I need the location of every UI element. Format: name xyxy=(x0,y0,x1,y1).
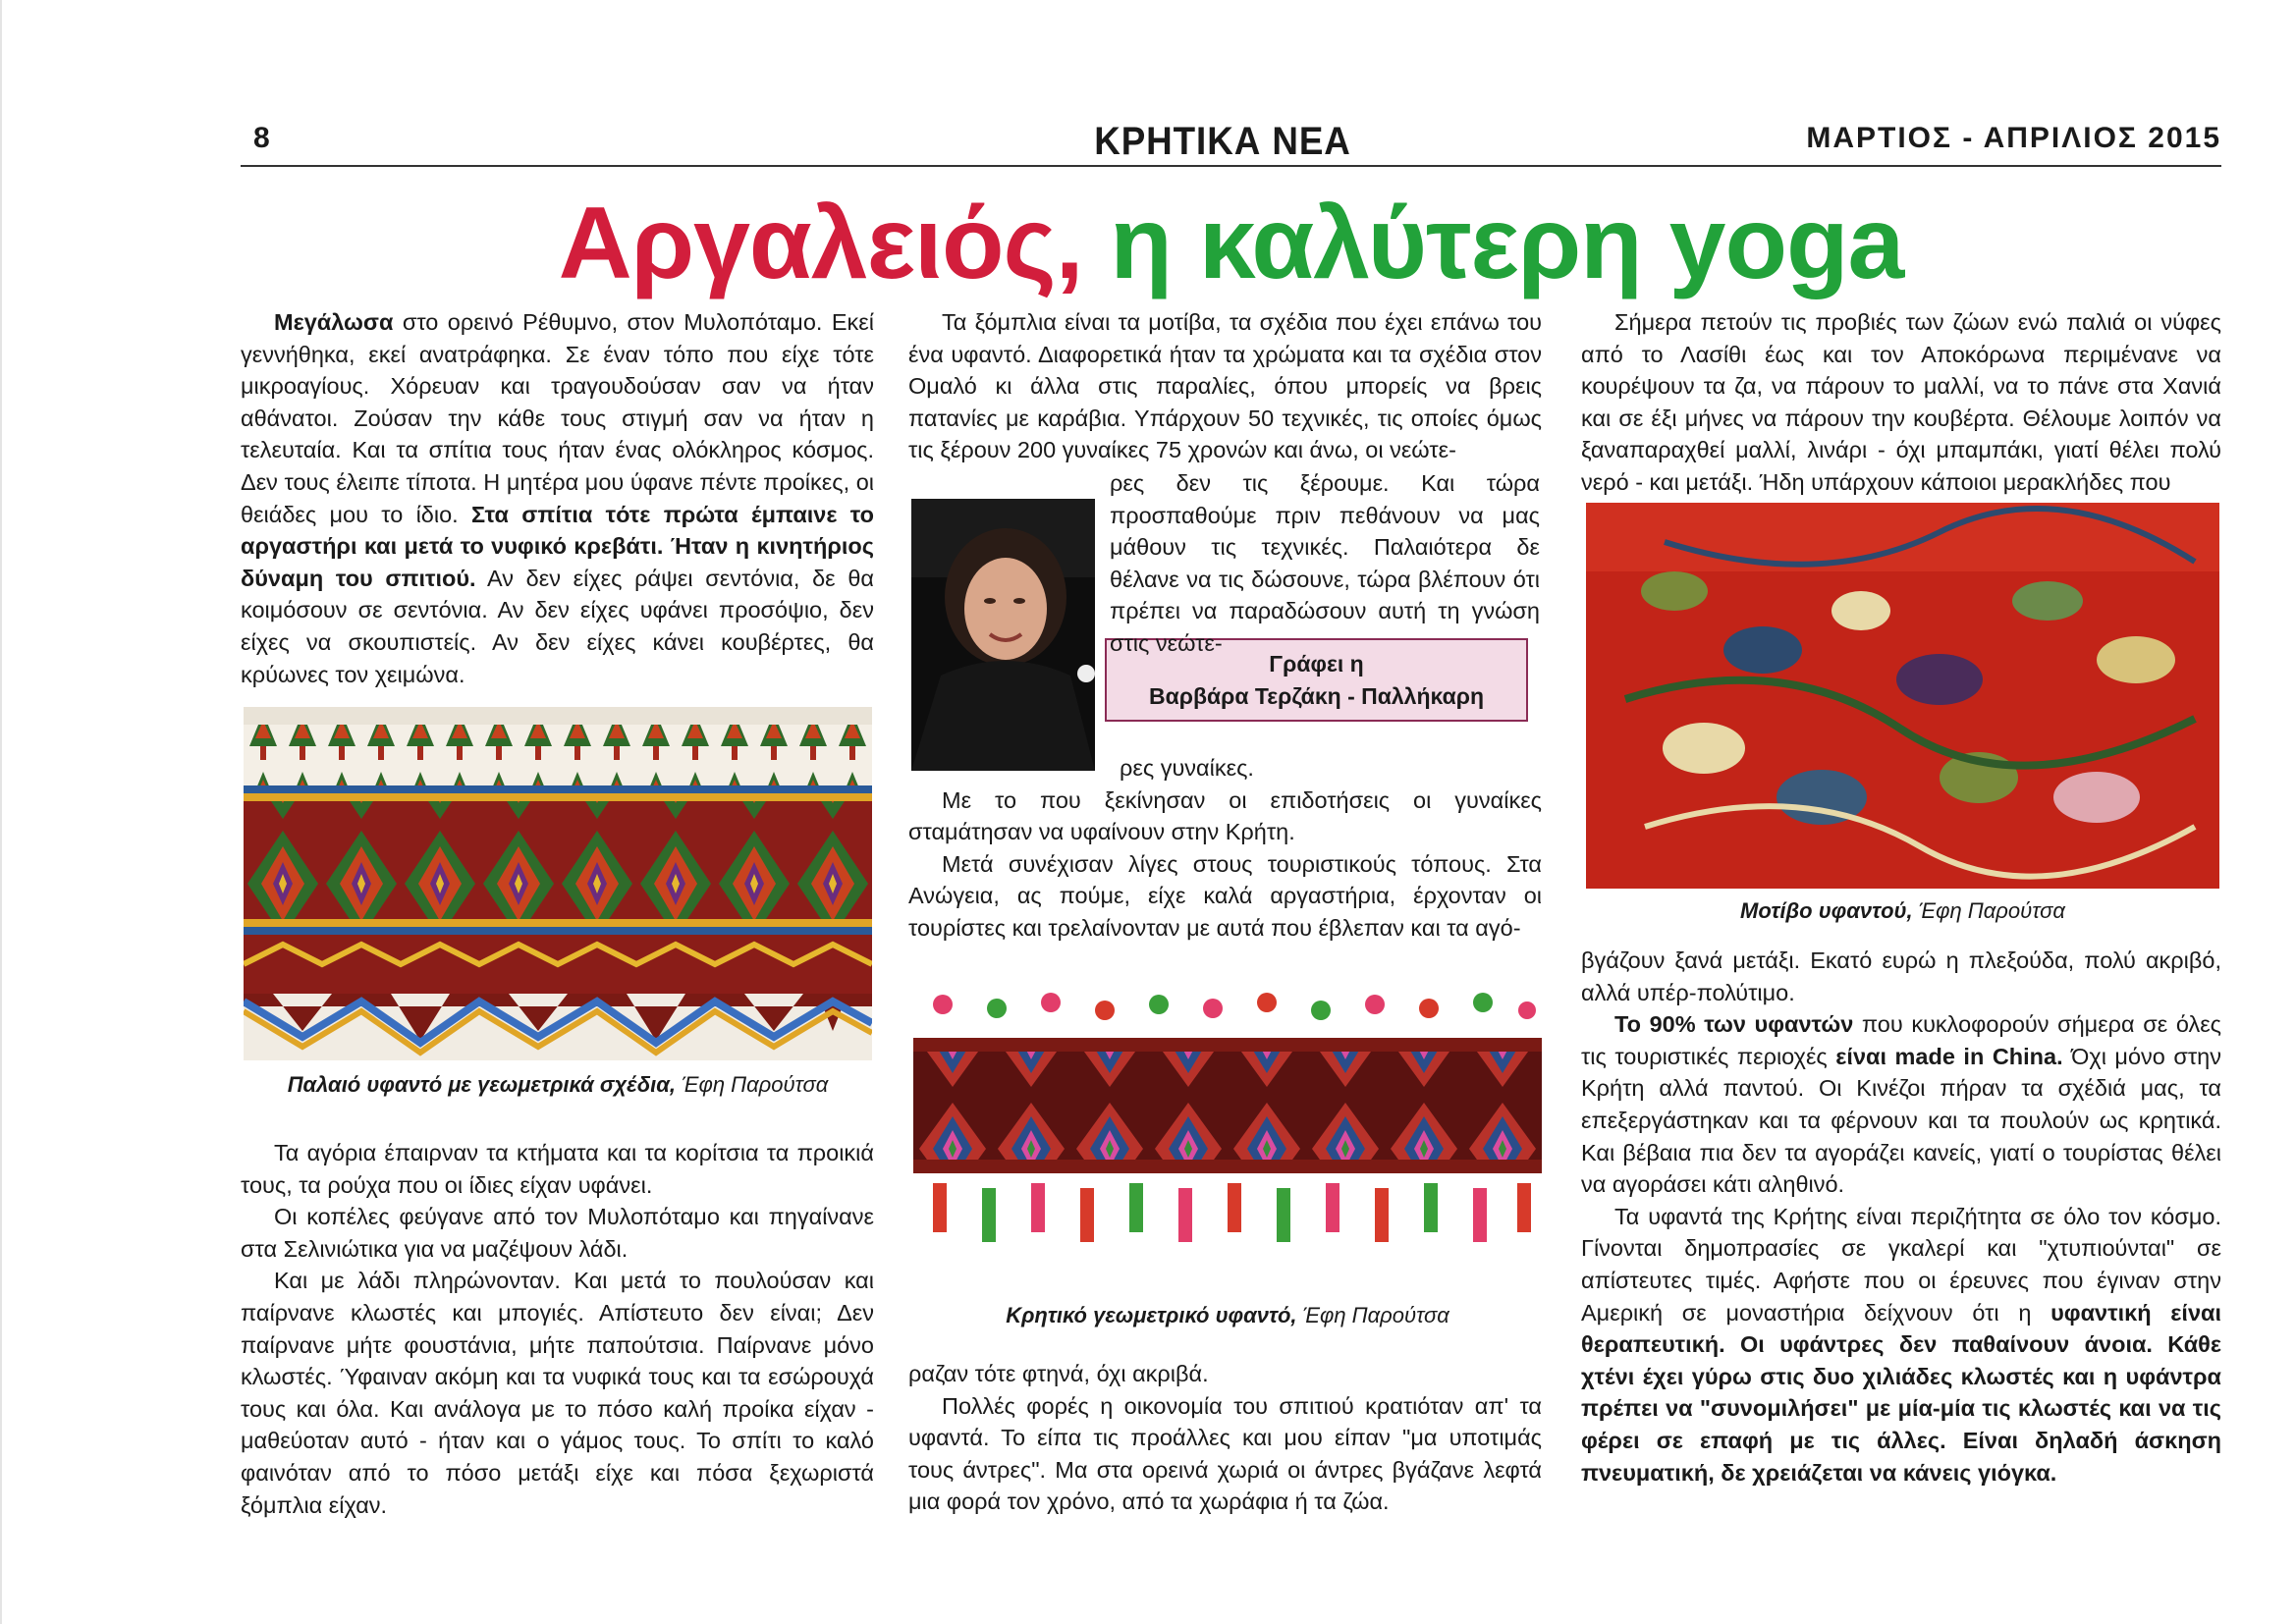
col3-p4-bold: υφαντική είναι θεραπευτική. Οι υφάντρες δεν παθαίνουν άνοια. Κάθε χτένι έχει γύρω στις δυο χιλιάδες κλωστές και η υφάντρα πρέπει να "συνομιλήσει" με μία-μία τις κλωστές και να τις φέρει σε επαφή με τις άλλες. Είναι δηλαδή άσκηση πνευματική, δε χρειάζεται να κάνεις γιόγκα. xyxy=(1581,1299,2221,1486)
byline-author: Βαρβάρα Τερζάκη - Παλλήκαρη xyxy=(1148,683,1484,709)
col2-paragraph-1a: Τα ξόμπλια είναι τα μοτίβα, τα σχέδια που έχει επάνω του ένα υφαντό. Διαφορετικά ήταν τα χρώματα και τα σχέδια στον Ομαλό κι άλλα στις παραλίες, όπου μπορείς να βρεις πατανίες με καράβια. Υπάρχουν 50 τεχνικές, τις οποίες όμως τις ξέρουν 200 γυναίκες 75 χρονών και άνω, οι νεώτε- xyxy=(908,309,1542,463)
col1-paragraph-2: Τα αγόρια έπαιρναν τα κτήματα και τα κορίτσια τα προικιά τους, τα ρούχα που οι ίδιες είχαν υφάνει. xyxy=(241,1140,874,1198)
caption-1-title: Παλαιό υφαντό με γεωμετρικά σχέδια, xyxy=(287,1072,676,1097)
column-3-top xyxy=(1581,306,2221,499)
red-embroidery-graphic xyxy=(1586,503,2219,889)
col1-p1-bold: Στα σπίτια τότε πρώτα έμπαινε το αργαστήρι και μετά το νυφικό κρεβάτι. Ήταν η κινητήριος δύναμη του σπιτιού. xyxy=(241,501,874,591)
col2-paragraph-5: Πολλές φορές η οικονομία του σπιτιού κρατιόταν απ' τα υφαντά. Το είπα τις προάλλες και μου είπαν "μα υποτιμάς τους άντρες". Μα στα ορεινά χωριά οι άντρες βγάζανε λεφτά μια φορά τον χρόνο, από τα χωράφια ή τα ζώα. xyxy=(908,1392,1542,1515)
caption-2-credit: Έφη Παρούτσα xyxy=(1296,1303,1449,1327)
column-2-top xyxy=(908,306,1542,466)
col1-p1-text: στο ορεινό Ρέθυμνο, στον Μυλοπόταμο. Εκεί γεννήθηκα, εκεί ανατράφηκα. Σε έναν τόπο που είχε τότε μικροαγίους. Χόρευαν και τραγουδούσαν σαν να ήταν αθάνατοι. Ζούσαν την κάθε τους στιγμή σαν να ήταν η τελευταία. Και τα σπίτια τους ήταν ένας ολόκληρος κόσμος. Δεν τους έλειπε τίποτα. Η μητέρα μου ύφανε πέντε προίκες, οι θειάδες μου το ίδιο. xyxy=(241,309,874,527)
col3-paragraph-4 xyxy=(1581,1201,2221,1489)
col1-p1-end: Αν δεν είχες ράψει σεντόνια, δε θα κοιμόσουν σε σεντόνια. Αν δεν είχες υφάνει προσόψιο, δεν είχες να σκουπιστείς. Αν δεν είχες κάνει κουβέρτες, θα κρύωνες τον χειμώνα. xyxy=(241,565,874,687)
column-2-beside-photo xyxy=(1110,467,1540,660)
caption-image-2 xyxy=(913,1303,1542,1328)
caption-3-credit: Έφη Παρούτσα xyxy=(1912,898,2065,923)
col3-p4-text: Τα υφαντά της Κρήτης είναι περιζήτητα σε όλο τον κόσμο. Γίνονται δημοπρασίες σε γκαλερί και "χτυπιούνται" σε απίστευτες τιμές. Αφήστε που οι έρευνες που έγιναν στην Αμερική σε μοναστήρια δείχνουν ότι η xyxy=(1581,1203,2221,1326)
caption-image-1 xyxy=(244,1072,872,1098)
col3-p3-bold-1: Το 90% των υφαντών xyxy=(1614,1011,1854,1038)
column-2-middle xyxy=(908,752,1542,945)
headline-part-2: η καλύτερη yoga xyxy=(1110,187,1904,300)
col1-paragraph-1 xyxy=(241,306,874,690)
column-3-bottom xyxy=(1581,945,2221,1489)
col3-p3-bold-2: είναι made in China. xyxy=(1835,1043,2063,1069)
col3-p3-text-1: που κυκλοφορούν σήμερα σε όλες τις τουριστικές περιοχές xyxy=(1581,1011,2221,1069)
header-rule xyxy=(241,165,2221,167)
caption-3-title: Μοτίβο υφαντού, xyxy=(1740,898,1913,923)
col2-paragraph-1b: ρες δεν τις ξέρουμε. Και τώρα προσπαθούμε πριν πεθάνουν να μας μάθουν τις τεχνικές. Παλαιότερα δε θέλανε να τις δώσουνε, τώρα βλέπουν ότι πρέπει να παραδώσουν αυτή τη γνώση στις νεώτε- xyxy=(1110,470,1540,656)
col2-paragraph-2: Με το που ξεκίνησαν οι επιδοτήσεις οι γυναίκες σταμάτησαν να υφαίνουν στην Κρήτη. xyxy=(908,786,1542,845)
col3-paragraph-2: βγάζουν ξανά μετάξι. Εκατό ευρώ η πλεξούδα, πολύ ακριβό, αλλά υπέρ-πολύτιμο. xyxy=(1581,947,2221,1005)
byline-line-1: Γράφει η xyxy=(1269,651,1364,677)
image-cretan-textile xyxy=(913,987,1542,1281)
caption-2-title: Κρητικό γεωμετρικό υφαντό, xyxy=(1006,1303,1297,1327)
column-1-bottom xyxy=(241,1137,874,1521)
image-geometric-textile xyxy=(244,707,872,1060)
masthead: ΚΡΗΤΙΚΑ ΝΕΑ xyxy=(1094,120,1351,163)
caption-1-credit: Έφη Παρούτσα xyxy=(676,1072,829,1097)
image-red-embroidery xyxy=(1586,503,2219,889)
col1-paragraph-4: Και με λάδι πληρώνονταν. Και μετά το πουλούσαν και παίρνανε κλωστές και μπογιές. Απίστευτο δεν είναι; Δεν παίρνανε μήτε φουστάνια, μήτε παπούτσια. Παίρνανε μόνο κλωστές. Ύφαιναν ακόμη και τα νυφικά τους και τα εσώρουχά τους και όλα. Και ανάλογα με το πόσο καλή προίκα είχαν - μαθεύοταν αυτό - ήταν και ο γάμος τους. Το σπίτι το καλό φαινόταν από το πόσο μετάξι είχε και πόσα ξεχωριστά ξόμπλια είχαν. xyxy=(241,1268,874,1518)
headline xyxy=(241,185,2221,302)
cretan-textile-graphic xyxy=(913,987,1542,1281)
headline-part-1: Αργαλειός, xyxy=(558,187,1083,300)
caption-image-3 xyxy=(1586,898,2219,924)
issue-date: ΜΑΡΤΙΟΣ - ΑΠΡΙΛΙΟΣ 2015 xyxy=(1806,122,2221,154)
author-photo xyxy=(911,499,1095,771)
col2-paragraph-1c: ρες γυναίκες. xyxy=(1120,755,1254,781)
col2-paragraph-4: ραζαν τότε φτηνά, όχι ακριβά. xyxy=(908,1361,1209,1386)
page-number: 8 xyxy=(253,122,270,154)
col2-paragraph-3: Μετά συνέχισαν λίγες στους τουριστικούς τόπους. Στα Ανώγεια, ας πούμε, είχε καλά αργαστήρια, έρχονταν οι τουρίστες και τρελαίνονταν με αυτά που έβλεπαν και τα αγό- xyxy=(908,850,1542,941)
column-1-top xyxy=(241,306,874,690)
author-portrait-graphic xyxy=(911,499,1095,771)
col3-paragraph-3 xyxy=(1581,1008,2221,1201)
column-2-bottom xyxy=(908,1358,1542,1518)
col3-paragraph-1: Σήμερα πετούν τις προβιές των ζώων ενώ παλιά οι νύφες από το Λασίθι έως και τον Αποκόρωνα περιμένανε να κουρέψουν τα ζα, να πάρουν το μαλλί, να το πάνε στα Χανιά και σε έξι μήνες να πάρουν την κουβέρτα. Θέλουμε λοιπόν να ξαναπαραχθεί μαλλί, λινάρι - όχι μπαμπάκι, γιατί θέλει πολύ νερό - και μετάξι. Ήδη υπάρχουν κάποιοι μερακλήδες που xyxy=(1581,309,2221,495)
col1-paragraph-3: Οι κοπέλες φεύγανε από τον Μυλοπόταμο και πηγαίνανε στα Σελινιώτικα για να μαζέψουν λάδι. xyxy=(241,1204,874,1262)
col3-p3-text-2: Όχι μόνο στην Κρήτη αλλά παντού. Οι Κινέζοι πήραν τα σχέδιά μας, τα επεξεργάστηκαν και τα φέρνουν και τα πουλούν ως κρητικά. Και βέβαια πια δεν τα αγοράζει κανείς, γιατί ο τουρίστας θέλει να αγοράσει κάτι αληθινό. xyxy=(1581,1043,2221,1198)
geometric-textile-graphic xyxy=(244,707,872,1060)
col1-lead: Μεγάλωσα xyxy=(274,309,394,335)
